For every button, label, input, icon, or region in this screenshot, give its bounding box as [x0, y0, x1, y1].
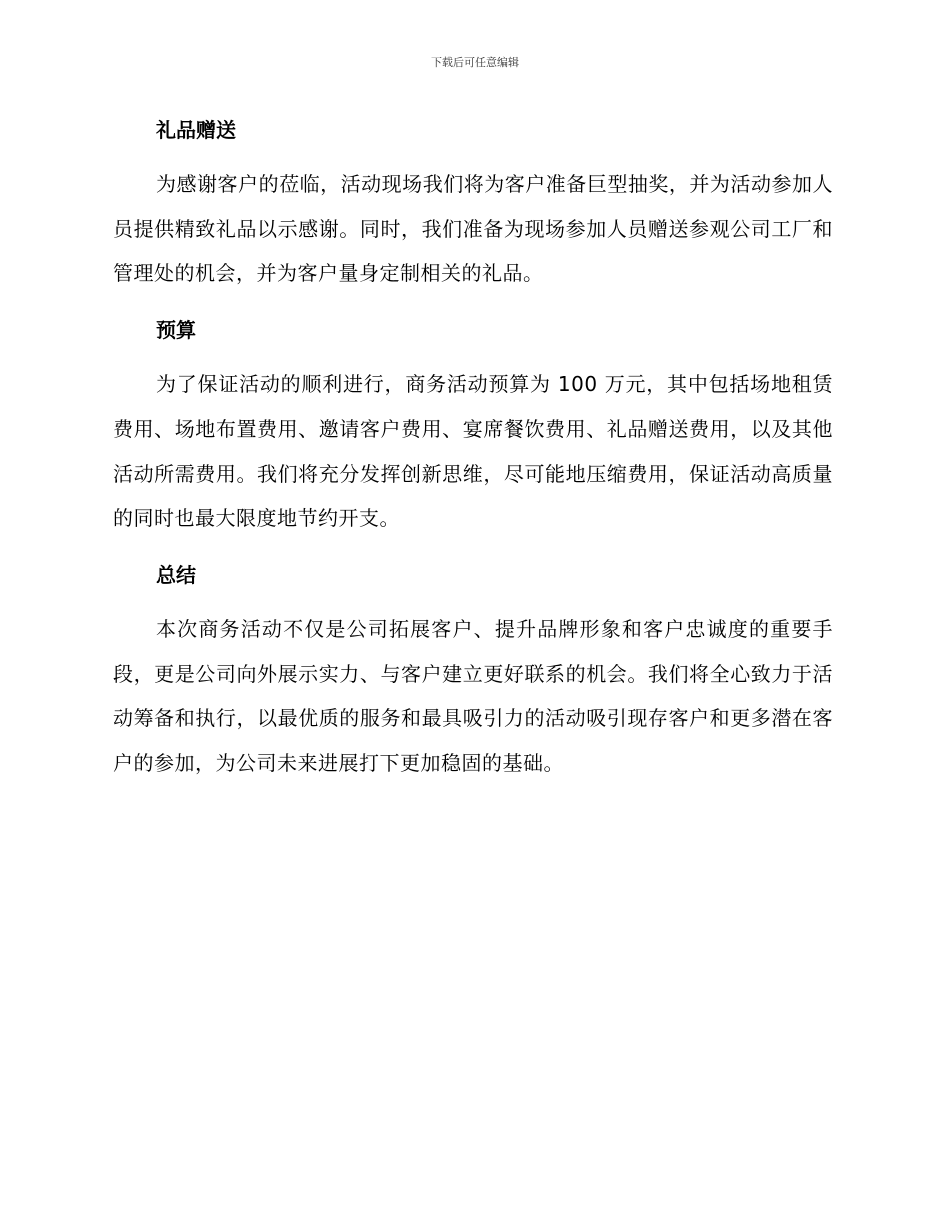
section-title-budget: 预算 [156, 318, 196, 343]
section-title-summary: 总结 [156, 562, 196, 587]
section-paragraph-budget: 为了保证活动的顺利进行，商务活动预算为 100 万元，其中包括场地租赁费用、场地布置费用、邀请客户费用、宴席餐饮费用、礼品赠送费用，以及其他活动所需费用。我们将充分发挥创新思维，尽可能地压缩费用，保证活动高质量的同时也最大限度地节约开支。 [113, 372, 833, 531]
section-title-gifts: 礼品赠送 [156, 118, 236, 142]
document-body [113, 108, 833, 786]
section-paragraph-gifts: 为感谢客户的莅临，活动现场我们将为客户准备巨型抽奖，并为活动参加人员提供精致礼品以示感谢。同时，我们准备为现场参加人员赠送参观公司工厂和管理处的机会，并为客户量身定制相关的礼品。 [113, 172, 833, 286]
header-note: 下载后可任意编辑 [431, 56, 519, 69]
section-paragraph-summary: 本次商务活动不仅是公司拓展客户、提升品牌形象和客户忠诚度的重要手段，更是公司向外展示实力、与客户建立更好联系的机会。我们将全心致力于活动筹备和执行，以最优质的服务和最具吸引力的活动吸引现存客户和更多潜在客户的参加，为公司未来进展打下更加稳固的基础。 [113, 616, 833, 776]
